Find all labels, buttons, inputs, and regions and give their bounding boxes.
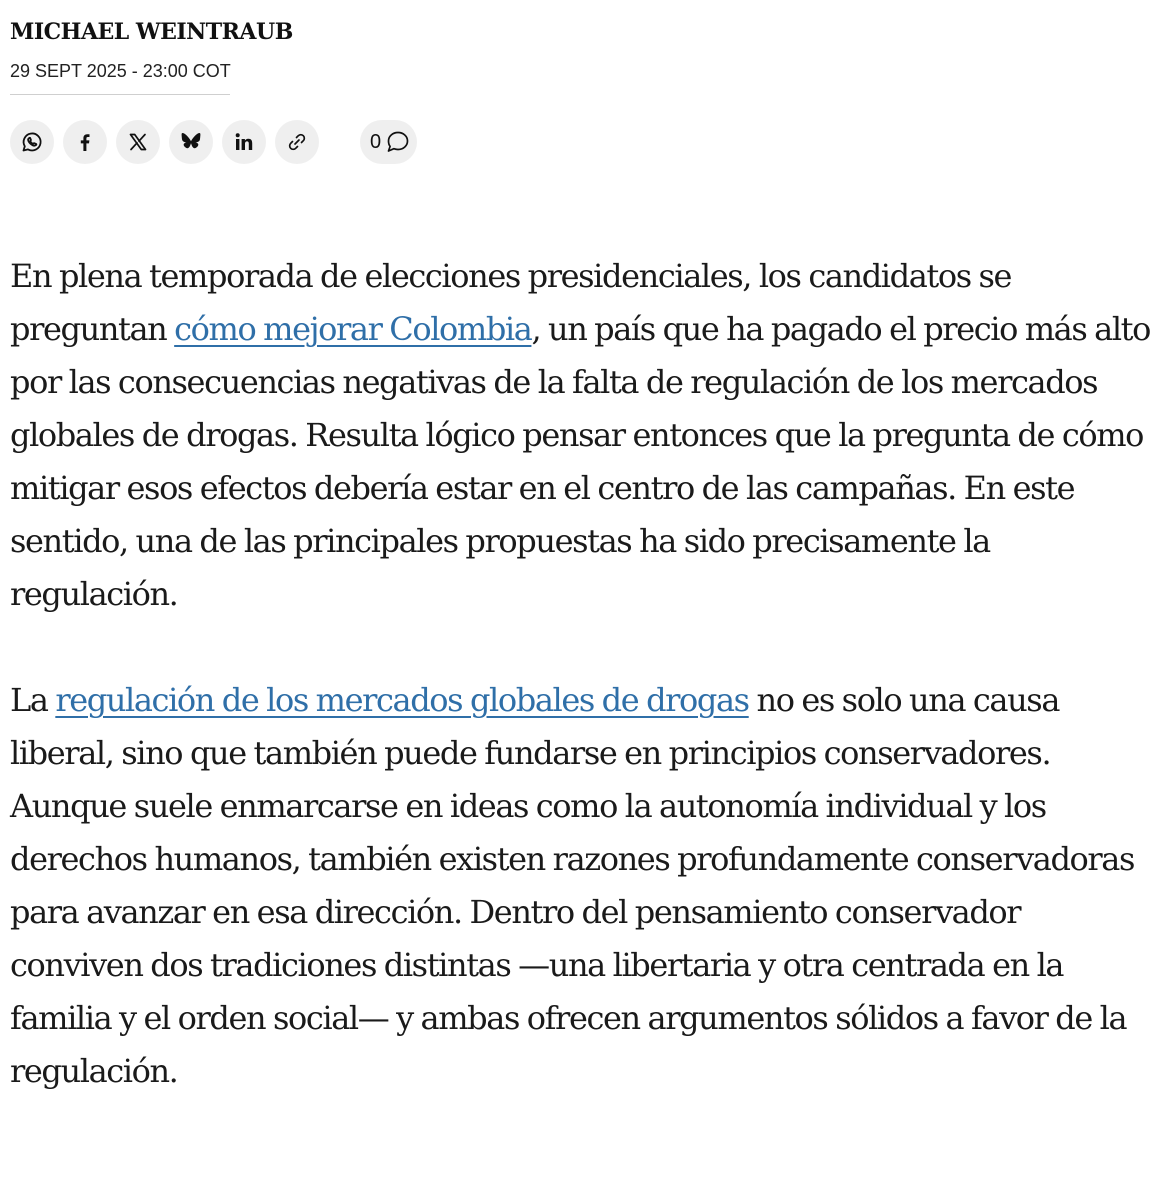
share-linkedin-button[interactable] — [222, 120, 266, 164]
paragraph-text: no es solo una causa liberal, sino que también puede fundarse en principios conservadores. Aunque suele enmarcarse en ideas como la autonomía individual y los derechos humanos, también existen razones profundamente conservadoras para avanzar en esa dirección. Dentro del pensamiento conservador conviven dos tradiciones distintas —una libertaria y otra centrada en la familia y el orden social— y ambas ofrecen argumentos sólidos a favor de la regulación. — [10, 681, 1134, 1090]
comments-count: 0 — [370, 131, 382, 153]
linkedin-icon — [232, 130, 256, 154]
article-header-and-body — [10, 0, 1158, 1151]
header-divider — [10, 94, 230, 95]
bluesky-icon — [179, 130, 203, 154]
comment-bubble-icon — [383, 127, 413, 157]
share-facebook-button[interactable] — [63, 120, 107, 164]
whatsapp-icon — [20, 130, 44, 154]
paragraph-text: En plena temporada de elecciones presidenciales, los candidatos se preguntan — [10, 257, 1012, 348]
share-bluesky-button[interactable] — [169, 120, 213, 164]
author-name[interactable]: MICHAEL WEINTRAUB — [10, 19, 293, 45]
share-whatsapp-button[interactable] — [10, 120, 54, 164]
link-regulacion-mercados-drogas[interactable]: regulación de los mercados globales de drogas — [55, 681, 749, 719]
article-paragraph-2 — [10, 674, 1158, 1098]
publish-date: 29 SEPT 2025 - 23:00 COT — [10, 61, 231, 81]
facebook-icon — [73, 130, 97, 154]
share-x-button[interactable] — [116, 120, 160, 164]
share-bar — [10, 120, 1158, 164]
link-como-mejorar-colombia[interactable]: cómo mejorar Colombia — [174, 310, 532, 348]
article-body — [10, 250, 1158, 1098]
x-icon — [126, 130, 150, 154]
link-icon — [285, 130, 309, 154]
copy-link-button[interactable] — [275, 120, 319, 164]
comments-button[interactable] — [360, 120, 417, 164]
article-paragraph-1 — [10, 250, 1158, 621]
paragraph-text: La — [10, 681, 56, 719]
paragraph-text: , un país que ha pagado el precio más alto por las consecuencias negativas de la falta de regulación de los mercados globales de drogas. Resulta lógico pensar entonces que la pregunta de cómo mitigar esos efectos debería estar en el centro de las campañas. En este sentido, una de las principales propuestas ha sido precisamente la regulación. — [10, 310, 1150, 613]
